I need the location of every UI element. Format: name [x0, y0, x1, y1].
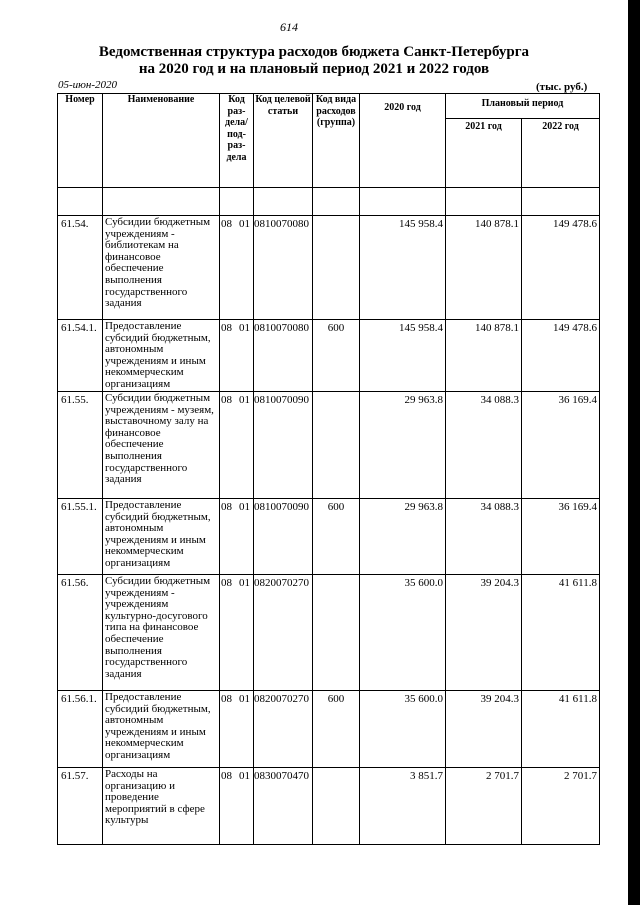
row-value-2020: 3 851.7 — [360, 768, 446, 845]
row-target-code: 0810070090 — [254, 499, 313, 575]
row-section-code — [220, 768, 254, 845]
table-row — [58, 320, 600, 392]
row-value-2021: 34 088.3 — [446, 499, 522, 575]
row-section-code — [220, 320, 254, 392]
row-section: 08 — [221, 501, 232, 513]
row-value-2022: 36 169.4 — [522, 392, 600, 499]
header-2021: 2021 год — [446, 119, 522, 188]
row-expense-type — [313, 216, 360, 320]
row-value-2022: 149 478.6 — [522, 216, 600, 320]
document-title-line1: Ведомственная структура расходов бюджета Санкт-Петербурга — [98, 44, 530, 60]
row-target-code: 0810070090 — [254, 392, 313, 499]
row-target-code: 0810070080 — [254, 216, 313, 320]
row-value-2020: 29 963.8 — [360, 499, 446, 575]
page-number: 614 — [280, 20, 298, 34]
row-expense-type: 600 — [313, 499, 360, 575]
row-value-2022: 36 169.4 — [522, 499, 600, 575]
row-section: 08 — [221, 322, 232, 334]
header-section-code: Код раз- дела/ под- раз- дела — [220, 94, 254, 188]
header-name: Наименование — [103, 94, 220, 188]
table-row — [58, 691, 600, 768]
row-value-2022: 149 478.6 — [522, 320, 600, 392]
row-expense-type: 600 — [313, 320, 360, 392]
row-value-2022: 41 611.8 — [522, 691, 600, 768]
row-name: Предоставление субсидий бюджетным, автономным учреждениям и иным некоммерческим организациям — [103, 691, 220, 768]
table-row — [58, 216, 600, 320]
row-number: 61.57. — [58, 768, 103, 845]
units-label: (тыс. руб.) — [536, 81, 588, 93]
row-value-2021: 39 204.3 — [446, 691, 522, 768]
row-section: 08 — [221, 577, 232, 589]
row-target-code: 0820070270 — [254, 691, 313, 768]
table-row — [58, 768, 600, 845]
row-subsection: 01 — [239, 693, 250, 705]
row-expense-type: 600 — [313, 691, 360, 768]
row-expense-type — [313, 392, 360, 499]
row-target-code: 0830070470 — [254, 768, 313, 845]
row-value-2021: 2 701.7 — [446, 768, 522, 845]
row-value-2020: 35 600.0 — [360, 575, 446, 691]
row-number: 61.54.1. — [58, 320, 103, 392]
header-2022: 2022 год — [522, 119, 600, 188]
row-section-code — [220, 575, 254, 691]
row-value-2022: 2 701.7 — [522, 768, 600, 845]
row-number: 61.56. — [58, 575, 103, 691]
header-2020: 2020 год — [360, 94, 446, 188]
row-value-2021: 39 204.3 — [446, 575, 522, 691]
row-subsection: 01 — [239, 218, 250, 230]
header-expense-type-code: Код вида расходов (группа) — [313, 94, 360, 188]
row-subsection: 01 — [239, 770, 250, 782]
document-title-line2: на 2020 год и на плановый период 2021 и 2022 годов — [138, 61, 490, 77]
row-section-code — [220, 691, 254, 768]
header-number: Номер — [58, 94, 103, 188]
row-name: Предоставление субсидий бюджетным, автономным учреждениям и иным некоммерческим организациям — [103, 320, 220, 392]
table-body — [58, 216, 600, 845]
row-number: 61.55.1. — [58, 499, 103, 575]
row-name: Субсидии бюджетным учреждениям - учреждениям культурно-досугового типа на финансовое обеспечение выполнения государственного задания — [103, 575, 220, 691]
row-value-2020: 35 600.0 — [360, 691, 446, 768]
table-row — [58, 575, 600, 691]
row-value-2021: 34 088.3 — [446, 392, 522, 499]
row-target-code: 0820070270 — [254, 575, 313, 691]
row-subsection: 01 — [239, 577, 250, 589]
row-value-2021: 140 878.1 — [446, 320, 522, 392]
row-subsection: 01 — [239, 501, 250, 513]
row-number: 61.56.1. — [58, 691, 103, 768]
row-section: 08 — [221, 770, 232, 782]
row-value-2022: 41 611.8 — [522, 575, 600, 691]
row-section: 08 — [221, 218, 232, 230]
row-section: 08 — [221, 394, 232, 406]
row-section-code — [220, 392, 254, 499]
row-name: Расходы на организацию и проведение мероприятий в сфере культуры — [103, 768, 220, 845]
row-subsection: 01 — [239, 322, 250, 334]
row-expense-type — [313, 575, 360, 691]
row-section-code — [220, 499, 254, 575]
budget-table — [57, 93, 600, 845]
row-name: Субсидии бюджетным учреждениям - библиотекам на финансовое обеспечение выполнения государственного задания — [103, 216, 220, 320]
row-subsection: 01 — [239, 394, 250, 406]
row-value-2020: 29 963.8 — [360, 392, 446, 499]
row-expense-type — [313, 768, 360, 845]
table-row — [58, 392, 600, 499]
row-name: Субсидии бюджетным учреждениям - музеям, выставочному залу на финансовое обеспечение выполнения государственного задания — [103, 392, 220, 499]
row-value-2021: 140 878.1 — [446, 216, 522, 320]
row-section: 08 — [221, 693, 232, 705]
row-value-2020: 145 958.4 — [360, 216, 446, 320]
row-section-code — [220, 216, 254, 320]
row-number: 61.55. — [58, 392, 103, 499]
header-target-code: Код целевой статьи — [254, 94, 313, 188]
row-name: Предоставление субсидий бюджетным, автономным учреждениям и иным некоммерческим организациям — [103, 499, 220, 575]
table-row — [58, 499, 600, 575]
document-date: 05-июн-2020 — [58, 79, 118, 91]
row-number: 61.54. — [58, 216, 103, 320]
header-planned-period: Плановый период — [446, 94, 600, 119]
row-value-2020: 145 958.4 — [360, 320, 446, 392]
row-target-code: 0810070080 — [254, 320, 313, 392]
